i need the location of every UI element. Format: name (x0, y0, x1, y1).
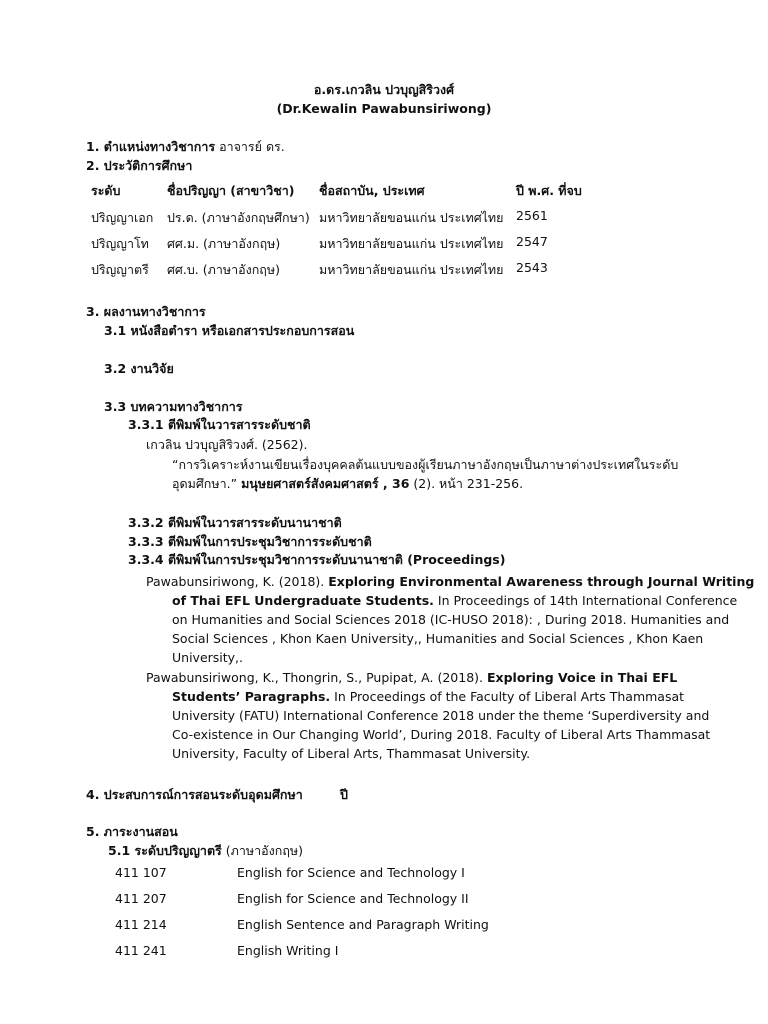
edu-row-degree: ปร.ด. (ภาษาอังกฤษศึกษา) (167, 210, 310, 225)
edu-row-year: 2561 (516, 208, 548, 223)
edu-row-institution: มหาวิทยาลัยขอนแก่น ประเทศไทย (319, 236, 504, 251)
edu-row-degree: ศศ.บ. (ภาษาอังกฤษ) (167, 262, 280, 277)
edu-row-level: ปริญญาโท (91, 236, 149, 251)
thai-article-citation (172, 474, 523, 493)
edu-header-year: ปี พ.ศ. ที่จบ (516, 183, 582, 198)
thai-article-title-end: อุดมศึกษา.” (172, 476, 238, 491)
edu-row-year: 2547 (516, 234, 548, 249)
ref2-line: University (FATU) International Conference 2018 under the theme ‘Superdiversity and (172, 708, 710, 723)
section-3-3-4: 3.3.4 ตีพิมพ์ในการประชุมวิชาการระดับนานาชาติ (Proceedings) (128, 552, 506, 567)
name-thai: อ.ดร.เกวลิน ปวบุญสิริวงศ์ (313, 82, 455, 97)
ref2-line (146, 668, 677, 687)
position-label: 1. ตำแหน่งทางวิชาการ (86, 139, 216, 154)
section-5-1-note: (ภาษาอังกฤษ) (225, 843, 304, 858)
course-name: English Sentence and Paragraph Writing (237, 917, 489, 932)
thai-article-title: “การวิเคราะห์งานเขียนเรื่องบุคคลต้นแบบของผู้เรียนภาษาอังกฤษเป็นภาษาต่างประเทศในระดับ (172, 457, 679, 472)
edu-row-level: ปริญญาเอก (91, 210, 154, 225)
ref2-title-end: Students’ Paragraphs. (172, 689, 331, 704)
ref1-line: Social Sciences , Khon Kaen University,, Humanities and Social Sciences , Khon Kaen (172, 631, 704, 646)
section-3-3-2: 3.3.2 ตีพิมพ์ในวารสารระดับนานาชาติ (128, 515, 342, 530)
academic-label: 3. ผลงานทางวิชาการ (86, 304, 206, 319)
ref1-line: University,. (172, 650, 244, 665)
course-name: English for Science and Technology I (237, 865, 465, 880)
edu-header-institution: ชื่อสถาบัน, ประเทศ (319, 183, 425, 198)
ref1-line: on Humanities and Social Sciences 2018 (IC-HUSO 2018): , During 2018. Humanities and (172, 612, 730, 627)
ref2-venue: In Proceedings of the Faculty of Liberal Arts Thammasat (334, 689, 685, 704)
course-code: 411 107 (115, 865, 167, 880)
education-label: 2. ประวัติการศึกษา (86, 158, 193, 173)
course-name: English Writing I (237, 943, 339, 958)
teaching-label: 5. ภาระงานสอน (86, 824, 178, 839)
name-english: (Dr.Kewalin Pawabunsiriwong) (276, 101, 492, 116)
section-3-3-3: 3.3.3 ตีพิมพ์ในการประชุมวิชาการระดับชาติ (128, 534, 372, 549)
ref2-line (172, 687, 684, 706)
edu-row-institution: มหาวิทยาลัยขอนแก่น ประเทศไทย (319, 210, 504, 225)
section-3-3: 3.3 บทความทางวิชาการ (104, 399, 243, 414)
section-5-1 (108, 841, 303, 860)
edu-header-level: ระดับ (91, 183, 121, 198)
section-3-2: 3.2 งานวิจัย (104, 361, 174, 376)
edu-header-degree: ชื่อปริญญา (สาขาวิชา) (167, 183, 295, 198)
experience-unit: ปี (340, 787, 348, 802)
edu-row-degree: ศศ.ม. (ภาษาอังกฤษ) (167, 236, 281, 251)
course-code: 411 214 (115, 917, 167, 932)
edu-row-institution: มหาวิทยาลัยขอนแก่น ประเทศไทย (319, 262, 504, 277)
course-code: 411 241 (115, 943, 167, 958)
ref2-title: Exploring Voice in Thai EFL (486, 670, 678, 685)
course-name: English for Science and Technology II (237, 891, 469, 906)
ref1-venue: In Proceedings of 14th International Conference (437, 593, 738, 608)
thai-article-issue: (2). หน้า 231-256. (413, 476, 524, 491)
ref2-line: Co-existence in Our Changing World’, During 2018. Faculty of Liberal Arts Thammasat (172, 727, 711, 742)
section-3-3-1: 3.3.1 ตีพิมพ์ในวารสารระดับชาติ (128, 417, 311, 432)
ref2-authors: Pawabunsiriwong, K., Thongrin, S., Pupipat, A. (2018). (146, 670, 483, 685)
course-code: 411 207 (115, 891, 167, 906)
ref1-title: Exploring Environmental Awareness through Journal Writing (328, 574, 755, 589)
thai-article-journal: มนุษยศาสตร์สังคมศาสตร์ , 36 (241, 476, 410, 491)
section-5-1-title: 5.1 ระดับปริญญาตรี (108, 843, 222, 858)
ref1-author: Pawabunsiriwong, K. (2018). (146, 574, 325, 589)
position-line (86, 137, 285, 156)
edu-row-year: 2543 (516, 260, 548, 275)
ref1-line (172, 591, 737, 610)
experience-label: 4. ประสบการณ์การสอนระดับอุดมศึกษา (86, 787, 303, 802)
thai-article-author: เกวลิน ปวบุญสิริวงศ์. (2562). (146, 437, 308, 452)
edu-row-level: ปริญญาตรี (91, 262, 149, 277)
ref2-line: University, Faculty of Liberal Arts, Thammasat University. (172, 746, 531, 761)
section-3-1: 3.1 หนังสือตำรา หรือเอกสารประกอบการสอน (104, 323, 355, 338)
ref1-line (146, 572, 754, 591)
ref1-title-end: of Thai EFL Undergraduate Students. (172, 593, 434, 608)
position-value: อาจารย์ ดร. (219, 139, 285, 154)
